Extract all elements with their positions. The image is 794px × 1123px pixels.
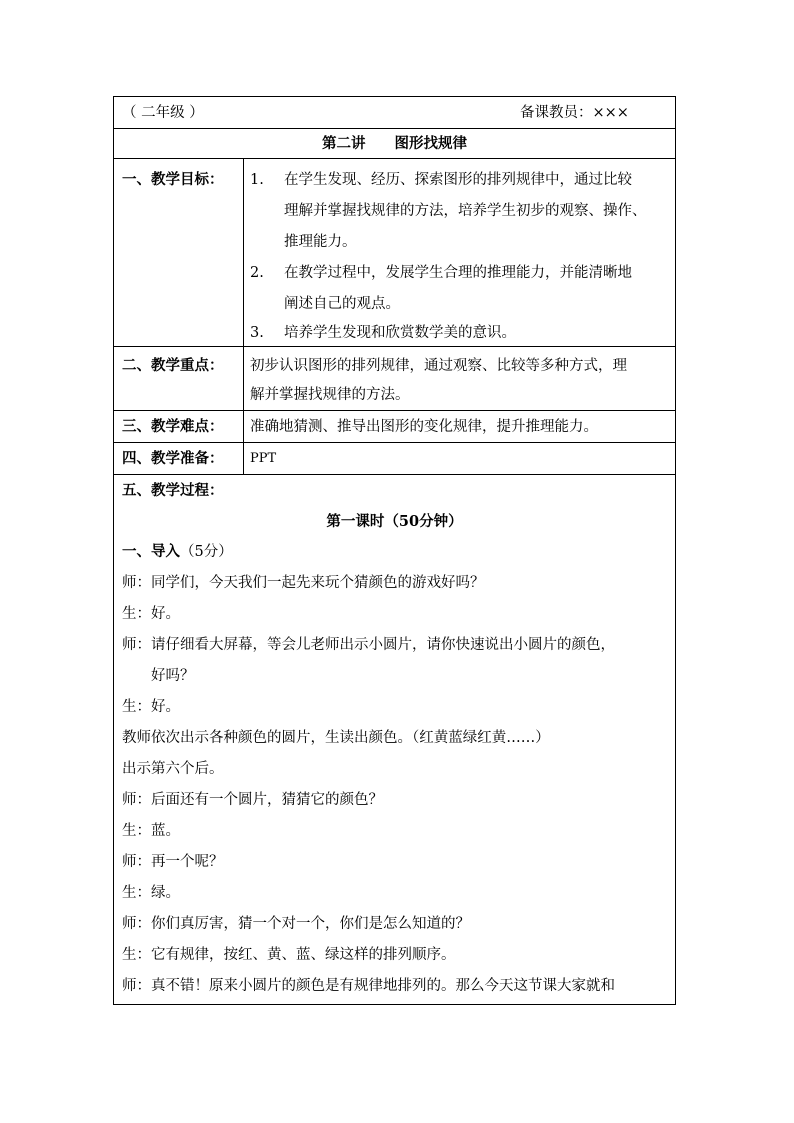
dialogue-line: 生：好。 [122,699,180,715]
difficulties-row [114,411,675,443]
dialogue-line: 生：绿。 [122,885,180,901]
header-row [114,97,675,129]
difficulties-text: 准确地猜测、推导出图形的变化规律，提升推理能力。 [250,419,598,435]
key-points-line: 初步认识图形的排列规律，通过观察、比较等多种方式，理 [250,358,627,374]
column-divider [243,347,244,410]
lesson-title: 第二讲 图形找规律 [322,135,467,152]
objective-line: 推理能力。 [284,234,357,250]
session-title [114,512,675,532]
objective-line: 理解并掌握找规律的方法，培养学生初步的观察、操作、 [284,203,647,219]
session-title-text: 第一课时（50分钟） [326,513,463,530]
section-heading [122,542,233,562]
title-row [114,129,675,159]
process-section [114,475,675,1004]
dialogue-line: 生：它有规律，按红、黄、蓝、绿这样的排列顺序。 [122,947,456,963]
lesson-plan-table [113,96,676,1005]
process-label: 五、教学过程： [122,482,224,499]
key-points-line: 解并掌握找规律的方法。 [250,387,410,403]
dialogue-line: 教师依次出示各种颜色的圆片，生读出颜色。（红黄蓝绿红黄……） [122,730,550,746]
preparation-text: PPT [250,451,277,466]
column-divider [243,443,244,474]
dialogue-line: 师：再一个呢？ [122,854,224,870]
section-time: （5分） [180,544,233,560]
dialogue-line: 出示第六个后。 [122,761,224,777]
dialogue-line: 师：同学们，今天我们一起先来玩个猜颜色的游戏好吗？ [122,575,485,591]
objectives-row [114,159,675,347]
key-points-row [114,347,675,411]
grade-label: （ 二年级 ） [122,105,204,121]
dialogue-line: 好吗？ [151,668,195,684]
column-divider [243,411,244,442]
dialogue-line: 师：后面还有一个圆片，猜猜它的颜色？ [122,792,383,808]
preparation-row [114,443,675,475]
difficulties-label: 三、教学难点： [122,418,224,435]
column-divider [243,159,244,346]
dialogue-line: 师：你们真厉害，猜一个对一个，你们是怎么知道的？ [122,916,470,932]
dialogue-line: 师：真不错！原来小圆片的颜色是有规律地排列的。那么今天这节课大家就和 [122,978,615,994]
dialogue-line: 生：蓝。 [122,823,180,839]
preparation-label: 四、教学准备： [122,450,224,467]
objective-line: 阐述自己的观点。 [284,296,400,312]
objective-number: 3. [250,325,264,341]
objective-line: 在教学过程中，发展学生合理的推理能力，并能清晰地 [284,265,632,281]
objective-line: 在学生发现、经历、探索图形的排列规律中，通过比较 [284,172,632,188]
dialogue-line: 师：请仔细看大屏幕，等会儿老师出示小圆片，请你快速说出小圆片的颜色， [122,637,615,653]
objective-number: 2. [250,265,264,281]
objectives-label: 一、教学目标： [122,171,224,188]
objective-number: 1. [250,172,264,188]
key-points-label: 二、教学重点： [122,357,224,374]
teacher-label: 备课教员：××× [520,105,629,121]
section-title: 一、导入 [122,543,180,560]
objective-line: 培养学生发现和欣赏数学美的意识。 [284,325,516,341]
dialogue-line: 生：好。 [122,606,180,622]
